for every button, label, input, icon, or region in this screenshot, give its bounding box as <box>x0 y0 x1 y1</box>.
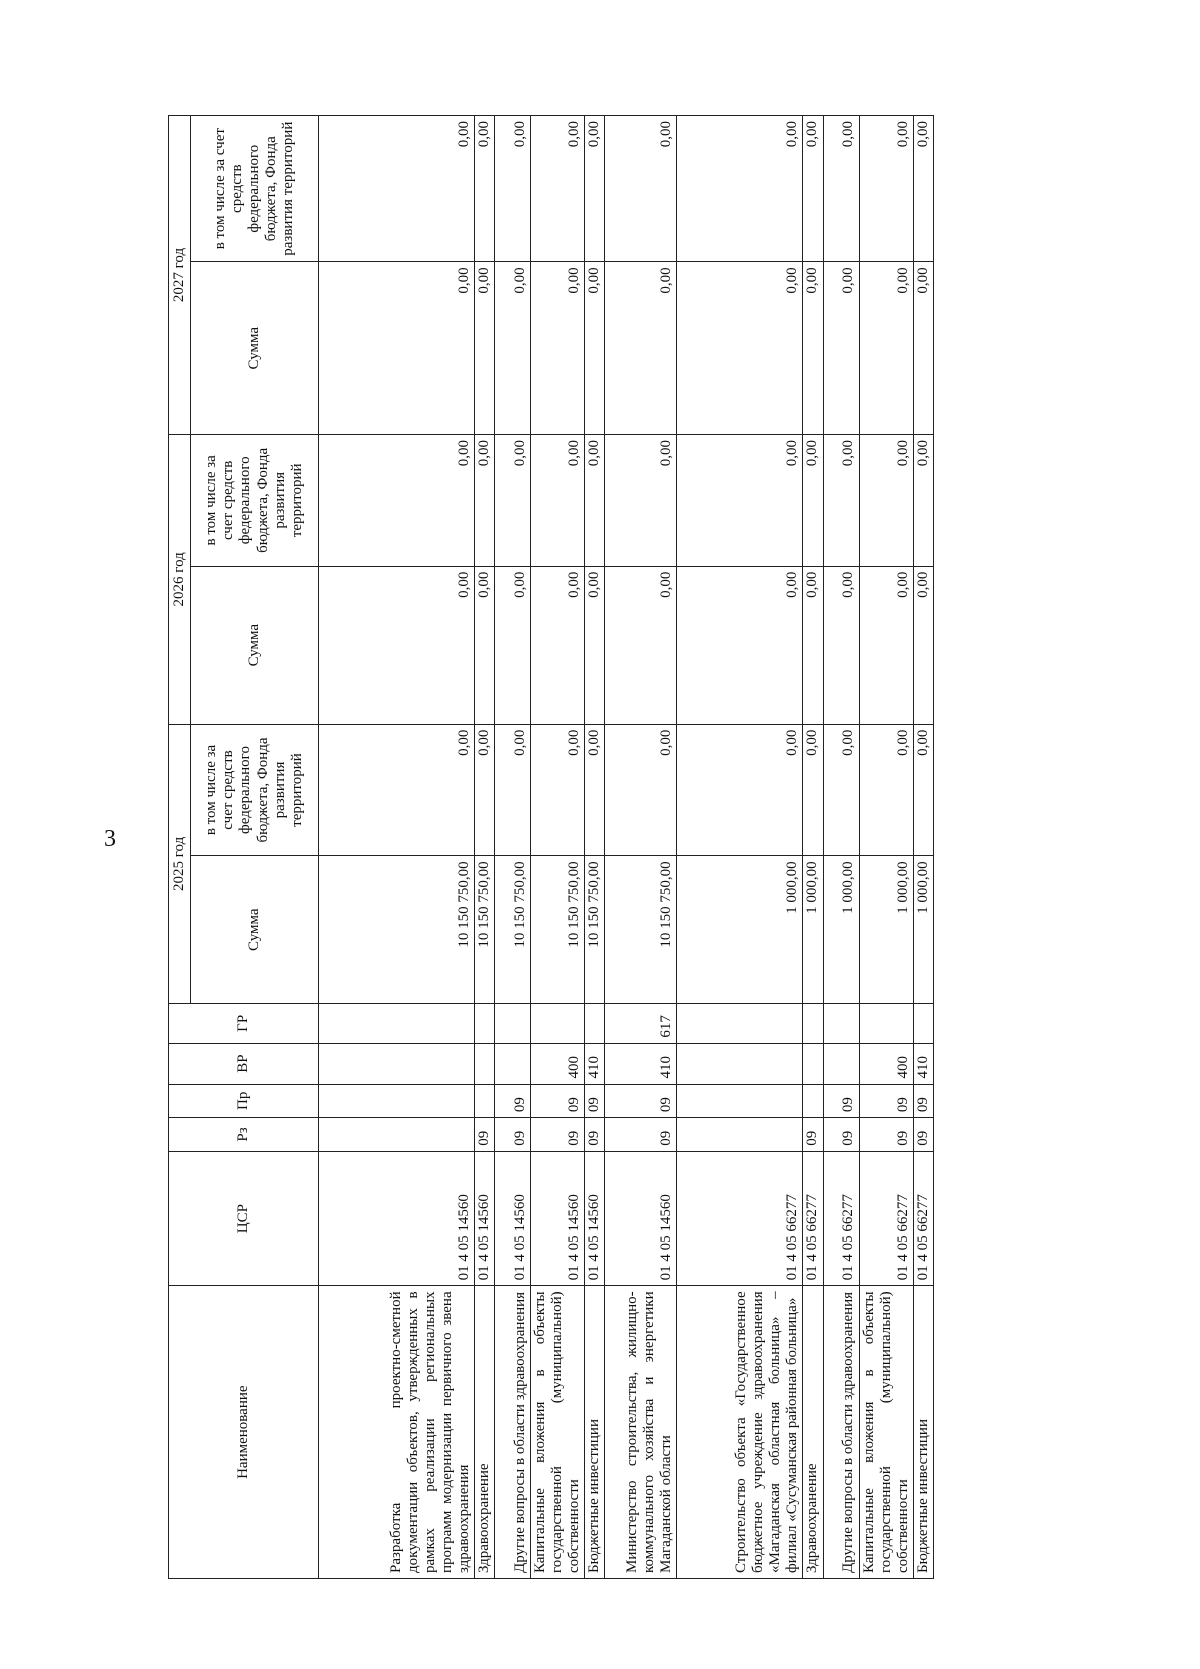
rotated-table-container <box>168 115 1063 1579</box>
row-2025-federal-cell: 0,00 <box>495 724 531 856</box>
row-2026-sum-cell: 0,00 <box>913 566 933 724</box>
header-2027-sum: Сумма <box>191 262 319 435</box>
header-year-2025: 2025 год <box>169 724 191 1003</box>
row-2026-federal-cell: 0,00 <box>475 435 495 567</box>
row-2026-sum-cell: 0,00 <box>803 566 823 724</box>
row-2027-federal-cell: 0,00 <box>605 116 677 262</box>
table-row <box>859 116 913 1579</box>
row-2026-sum-cell: 0,00 <box>531 566 585 724</box>
row-2025-sum-cell: 1 000,00 <box>859 856 913 1004</box>
header-2025-sum: Сумма <box>191 856 319 1004</box>
row-gr-cell <box>531 1004 585 1044</box>
table-body <box>319 116 934 1579</box>
table-row <box>605 116 677 1579</box>
row-2025-sum-cell: 1 000,00 <box>677 856 803 1004</box>
row-vr-cell <box>319 1043 475 1084</box>
header-gr: ГР <box>169 1004 319 1044</box>
row-2026-sum-cell: 0,00 <box>677 566 803 724</box>
row-gr-cell <box>823 1004 859 1044</box>
row-rz-cell: 09 <box>605 1118 677 1152</box>
row-2026-federal-cell: 0,00 <box>803 435 823 567</box>
table-row <box>319 116 475 1579</box>
row-2026-federal-cell: 0,00 <box>531 435 585 567</box>
row-2025-sum-cell: 10 150 750,00 <box>585 856 605 1004</box>
row-csr-cell: 01 4 05 14560 <box>475 1151 495 1286</box>
table-row <box>803 116 823 1579</box>
row-2027-federal-cell: 0,00 <box>531 116 585 262</box>
row-name-cell: Здравоохранение <box>475 1286 495 1579</box>
row-pr-cell <box>803 1084 823 1118</box>
row-csr-cell: 01 4 05 14560 <box>531 1151 585 1286</box>
page-number: 3 <box>104 826 116 852</box>
row-2027-sum-cell: 0,00 <box>585 262 605 435</box>
row-vr-cell: 400 <box>859 1043 913 1084</box>
row-2025-federal-cell: 0,00 <box>803 724 823 856</box>
row-vr-cell <box>475 1043 495 1084</box>
row-2027-federal-cell: 0,00 <box>823 116 859 262</box>
table-row <box>475 116 495 1579</box>
row-name-cell: Здравоохранение <box>803 1286 823 1579</box>
row-2027-federal-cell: 0,00 <box>913 116 933 262</box>
row-rz-cell <box>319 1118 475 1152</box>
row-2025-federal-cell: 0,00 <box>859 724 913 856</box>
row-gr-cell <box>319 1004 475 1044</box>
row-2025-sum-cell: 1 000,00 <box>913 856 933 1004</box>
row-rz-cell <box>677 1118 803 1152</box>
row-csr-cell: 01 4 05 66277 <box>803 1151 823 1286</box>
row-csr-cell: 01 4 05 14560 <box>319 1151 475 1286</box>
header-2025-federal: в том числе за счет средств федерального бюджета, Фонда развития территорий <box>191 724 319 856</box>
header-2027-federal: в том числе за счет средств федерального бюджета, Фонда развития территорий <box>191 116 319 262</box>
row-rz-cell: 09 <box>859 1118 913 1152</box>
row-2026-sum-cell: 0,00 <box>859 566 913 724</box>
row-2026-federal-cell: 0,00 <box>319 435 475 567</box>
row-gr-cell <box>495 1004 531 1044</box>
row-2026-federal-cell: 0,00 <box>605 435 677 567</box>
row-2025-federal-cell: 0,00 <box>319 724 475 856</box>
row-gr-cell <box>475 1004 495 1044</box>
row-2025-sum-cell: 1 000,00 <box>823 856 859 1004</box>
row-2027-sum-cell: 0,00 <box>859 262 913 435</box>
header-year-2027: 2027 год <box>169 116 191 435</box>
budget-table <box>168 115 934 1579</box>
row-pr-cell <box>319 1084 475 1118</box>
row-gr-cell: 617 <box>605 1004 677 1044</box>
row-2027-federal-cell: 0,00 <box>585 116 605 262</box>
row-pr-cell: 09 <box>823 1084 859 1118</box>
row-2027-sum-cell: 0,00 <box>531 262 585 435</box>
row-rz-cell: 09 <box>531 1118 585 1152</box>
row-rz-cell: 09 <box>913 1118 933 1152</box>
row-2027-sum-cell: 0,00 <box>677 262 803 435</box>
row-2027-federal-cell: 0,00 <box>677 116 803 262</box>
row-gr-cell <box>677 1004 803 1044</box>
row-csr-cell: 01 4 05 14560 <box>585 1151 605 1286</box>
row-csr-cell: 01 4 05 66277 <box>859 1151 913 1286</box>
row-pr-cell: 09 <box>859 1084 913 1118</box>
table-row <box>823 116 859 1579</box>
row-name-cell: Бюджетные инвестиции <box>913 1286 933 1579</box>
row-2025-sum-cell: 10 150 750,00 <box>475 856 495 1004</box>
table-row <box>677 116 803 1579</box>
row-gr-cell <box>585 1004 605 1044</box>
table-row <box>585 116 605 1579</box>
row-2026-sum-cell: 0,00 <box>585 566 605 724</box>
row-name-cell: Бюджетные инвестиции <box>585 1286 605 1579</box>
row-2025-federal-cell: 0,00 <box>531 724 585 856</box>
row-vr-cell <box>823 1043 859 1084</box>
row-2025-sum-cell: 10 150 750,00 <box>319 856 475 1004</box>
header-2026-sum: Сумма <box>191 566 319 724</box>
row-name-cell: Капитальные вложения в объекты государственной (муниципальной) собственности <box>531 1286 585 1579</box>
row-csr-cell: 01 4 05 66277 <box>913 1151 933 1286</box>
row-2027-sum-cell: 0,00 <box>475 262 495 435</box>
row-2027-sum-cell: 0,00 <box>605 262 677 435</box>
row-pr-cell <box>677 1084 803 1118</box>
row-2026-federal-cell: 0,00 <box>495 435 531 567</box>
row-2025-sum-cell: 10 150 750,00 <box>605 856 677 1004</box>
row-pr-cell <box>475 1084 495 1118</box>
row-2026-sum-cell: 0,00 <box>605 566 677 724</box>
table-header <box>169 116 319 1579</box>
row-2026-federal-cell: 0,00 <box>823 435 859 567</box>
row-2025-sum-cell: 10 150 750,00 <box>531 856 585 1004</box>
row-2027-federal-cell: 0,00 <box>495 116 531 262</box>
table-row <box>531 116 585 1579</box>
row-2026-sum-cell: 0,00 <box>319 566 475 724</box>
row-2027-federal-cell: 0,00 <box>803 116 823 262</box>
header-vr: ВР <box>169 1043 319 1084</box>
row-2025-federal-cell: 0,00 <box>585 724 605 856</box>
row-rz-cell: 09 <box>823 1118 859 1152</box>
row-csr-cell: 01 4 05 66277 <box>823 1151 859 1286</box>
row-2027-sum-cell: 0,00 <box>913 262 933 435</box>
row-2026-federal-cell: 0,00 <box>913 435 933 567</box>
row-2026-federal-cell: 0,00 <box>677 435 803 567</box>
row-2027-federal-cell: 0,00 <box>475 116 495 262</box>
row-csr-cell: 01 4 05 14560 <box>605 1151 677 1286</box>
row-name-cell: Другие вопросы в области здравоохранения <box>823 1286 859 1579</box>
row-vr-cell: 410 <box>605 1043 677 1084</box>
row-2025-sum-cell: 1 000,00 <box>803 856 823 1004</box>
row-2027-sum-cell: 0,00 <box>823 262 859 435</box>
row-gr-cell <box>913 1004 933 1044</box>
row-pr-cell: 09 <box>585 1084 605 1118</box>
row-name-cell: Строительство объекта «Государственное бюджетное учреждение здравоохранения «Магаданская областная больница» – филиал «Сусуманская районная больница» <box>677 1286 803 1579</box>
row-2027-sum-cell: 0,00 <box>319 262 475 435</box>
row-vr-cell: 400 <box>531 1043 585 1084</box>
row-gr-cell <box>803 1004 823 1044</box>
row-vr-cell: 410 <box>913 1043 933 1084</box>
row-2027-sum-cell: 0,00 <box>495 262 531 435</box>
row-rz-cell: 09 <box>803 1118 823 1152</box>
row-gr-cell <box>859 1004 913 1044</box>
table-row <box>495 116 531 1579</box>
header-name: Наименование <box>169 1286 319 1579</box>
row-2026-federal-cell: 0,00 <box>585 435 605 567</box>
row-rz-cell: 09 <box>475 1118 495 1152</box>
row-pr-cell: 09 <box>605 1084 677 1118</box>
row-vr-cell <box>677 1043 803 1084</box>
row-2027-sum-cell: 0,00 <box>803 262 823 435</box>
row-2026-sum-cell: 0,00 <box>475 566 495 724</box>
row-2026-federal-cell: 0,00 <box>859 435 913 567</box>
row-vr-cell: 410 <box>585 1043 605 1084</box>
header-year-2026: 2026 год <box>169 435 191 725</box>
row-2026-sum-cell: 0,00 <box>823 566 859 724</box>
row-2025-federal-cell: 0,00 <box>823 724 859 856</box>
row-pr-cell: 09 <box>913 1084 933 1118</box>
row-2025-federal-cell: 0,00 <box>605 724 677 856</box>
header-csr: ЦСР <box>169 1151 319 1286</box>
row-2026-sum-cell: 0,00 <box>495 566 531 724</box>
row-name-cell: Разработка проектно-сметной документации объектов, утвержденных в рамках реализации региональных программ модернизации первичного звена здравоохранения <box>319 1286 475 1579</box>
row-2027-federal-cell: 0,00 <box>319 116 475 262</box>
header-2026-federal: в том числе за счет средств федерального бюджета, Фонда развития территорий <box>191 435 319 567</box>
row-2027-federal-cell: 0,00 <box>859 116 913 262</box>
row-csr-cell: 01 4 05 66277 <box>677 1151 803 1286</box>
row-vr-cell <box>495 1043 531 1084</box>
row-rz-cell: 09 <box>495 1118 531 1152</box>
row-name-cell: Капитальные вложения в объекты государственной (муниципальной) собственности <box>859 1286 913 1579</box>
row-pr-cell: 09 <box>531 1084 585 1118</box>
row-2025-sum-cell: 10 150 750,00 <box>495 856 531 1004</box>
row-2025-federal-cell: 0,00 <box>475 724 495 856</box>
row-vr-cell <box>803 1043 823 1084</box>
row-rz-cell: 09 <box>585 1118 605 1152</box>
row-csr-cell: 01 4 05 14560 <box>495 1151 531 1286</box>
table-row <box>913 116 933 1579</box>
row-2025-federal-cell: 0,00 <box>913 724 933 856</box>
row-pr-cell: 09 <box>495 1084 531 1118</box>
row-name-cell: Министерство строительства, жилищно-коммунального хозяйства и энергетики Магаданской области <box>605 1286 677 1579</box>
row-name-cell: Другие вопросы в области здравоохранения <box>495 1286 531 1579</box>
header-rz: Рз <box>169 1118 319 1152</box>
row-2025-federal-cell: 0,00 <box>677 724 803 856</box>
header-pr: Пр <box>169 1084 319 1118</box>
